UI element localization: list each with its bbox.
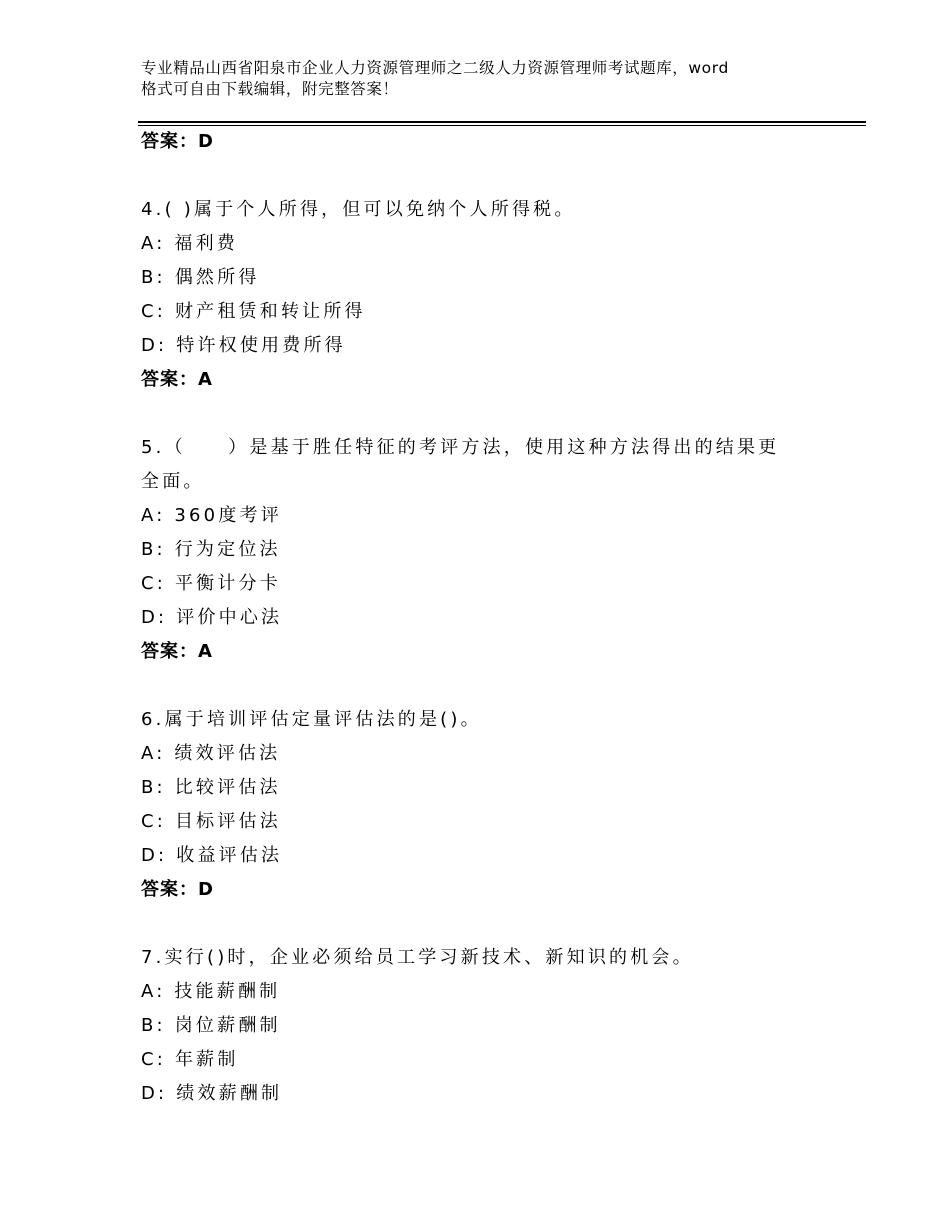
question-block-5 bbox=[141, 431, 831, 669]
option-c: C: 财产租赁和转让所得 bbox=[141, 301, 366, 322]
option-a: A: 技能薪酬制 bbox=[141, 981, 281, 1002]
option-d: D: 评价中心法 bbox=[141, 607, 283, 628]
option-b: B: 行为定位法 bbox=[141, 539, 281, 560]
question-text: 7.实行()时，企业必须给员工学习新技术、新知识的机会。 bbox=[141, 947, 694, 968]
question-block-7 bbox=[141, 941, 831, 1111]
question-block-6 bbox=[141, 703, 831, 907]
option-b: B: 偶然所得 bbox=[141, 267, 260, 288]
answer-label: 答案：A bbox=[141, 641, 213, 662]
document-header bbox=[141, 58, 841, 100]
answer-label: 答案：D bbox=[141, 131, 214, 152]
header-divider-thick bbox=[138, 121, 866, 123]
option-c: C: 年薪制 bbox=[141, 1049, 239, 1070]
question-text-line2: 全面。 bbox=[141, 471, 205, 492]
header-title-line1: 专业精品山西省阳泉市企业人力资源管理师之二级人力资源管理师考试题库，word bbox=[141, 59, 729, 77]
header-title-line2: 格式可自由下载编辑，附完整答案！ bbox=[141, 80, 399, 98]
question-block-4 bbox=[141, 193, 831, 397]
option-b: B: 岗位薪酬制 bbox=[141, 1015, 281, 1036]
option-a: A: 福利费 bbox=[141, 233, 238, 254]
option-a: A: 绩效评估法 bbox=[141, 743, 281, 764]
option-d: D: 绩效薪酬制 bbox=[141, 1083, 283, 1104]
question-text: 4.( )属于个人所得，但可以免纳个人所得税。 bbox=[141, 199, 576, 220]
answer-label: 答案：D bbox=[141, 879, 214, 900]
option-d: D: 收益评估法 bbox=[141, 845, 283, 866]
option-b: B: 比较评估法 bbox=[141, 777, 281, 798]
question-text-line1: 5.（ ）是基于胜任特征的考评方法，使用这种方法得出的结果更 bbox=[141, 437, 780, 458]
question-list bbox=[141, 125, 831, 1111]
question-text: 6.属于培训评估定量评估法的是()。 bbox=[141, 709, 482, 730]
option-c: C: 平衡计分卡 bbox=[141, 573, 281, 594]
option-d: D: 特许权使用费所得 bbox=[141, 335, 346, 356]
option-a: A: 360度考评 bbox=[141, 505, 282, 526]
option-c: C: 目标评估法 bbox=[141, 811, 281, 832]
answer-label: 答案：A bbox=[141, 369, 213, 390]
